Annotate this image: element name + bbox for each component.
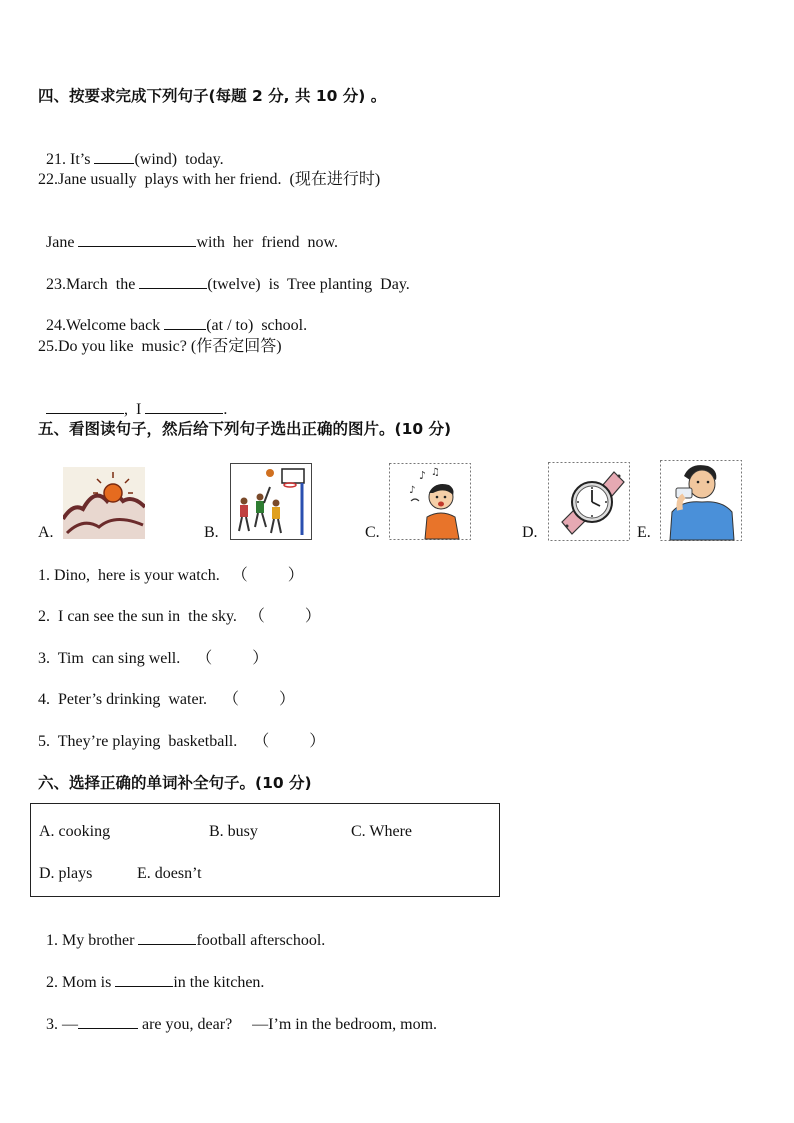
- picture-label-a: A.: [38, 524, 54, 541]
- section-4-heading: 四、按要求完成下列句子(每题 2 分, 共 10 分) 。: [38, 87, 387, 105]
- answer-blank[interactable]: [139, 274, 207, 289]
- question-22: 22.Jane usually plays with her friend. (现在进行时): [38, 171, 381, 188]
- fq3-prefix: 3. —: [46, 1016, 78, 1033]
- question-25-answer-line: [38, 379, 227, 420]
- q21-prefix: 21. It’s: [46, 151, 95, 168]
- boy-singing-image: [389, 463, 471, 540]
- man-drinking-water-image: [660, 460, 742, 541]
- svg-text:♪: ♪: [409, 485, 416, 496]
- answer-blank[interactable]: [46, 399, 124, 414]
- match-item-5: 5. They’re playing basketball. （ ）: [38, 733, 326, 750]
- q25b-suffix: .: [223, 401, 228, 418]
- q23-suffix: (twelve) is Tree planting Day.: [207, 276, 410, 293]
- match-item-2: 2. I can see the sun in the sky. （ ）: [38, 608, 321, 625]
- word-option-a: A. cooking: [39, 823, 111, 840]
- answer-blank[interactable]: [78, 232, 196, 247]
- answer-blank[interactable]: [164, 315, 206, 330]
- wrist-watch-image: [548, 462, 630, 541]
- fill-question-2: [38, 952, 264, 993]
- answer-blank[interactable]: [138, 930, 196, 945]
- picture-label-b: B.: [204, 524, 219, 541]
- q24-prefix: 24.Welcome back: [46, 317, 165, 334]
- word-option-c: C. Where: [351, 823, 413, 840]
- word-option-d: D. plays: [39, 865, 93, 882]
- svg-text:♫: ♫: [431, 467, 440, 478]
- fq2-suffix: in the kitchen.: [173, 974, 265, 991]
- fq1-prefix: 1. My brother: [46, 932, 139, 949]
- match-item-4: 4. Peter’s drinking water. （ ）: [38, 691, 296, 708]
- question-24: [38, 295, 307, 336]
- answer-blank[interactable]: [115, 972, 173, 987]
- fq1-suffix: football afterschool.: [196, 932, 326, 949]
- word-option-e: E. doesn’t: [137, 865, 202, 882]
- answer-blank[interactable]: [94, 149, 134, 164]
- q22b-prefix: Jane: [46, 234, 79, 251]
- answer-blank[interactable]: [78, 1014, 138, 1029]
- question-25: 25.Do you like music? (作否定回答): [38, 338, 282, 355]
- fill-question-1: [38, 910, 325, 951]
- fq3-suffix: are you, dear? —I’m in the bedroom, mom.: [138, 1016, 438, 1033]
- q23-prefix: 23.March the: [46, 276, 140, 293]
- picture-label-c: C.: [365, 524, 380, 541]
- word-bank-box: [30, 803, 500, 897]
- question-23: [38, 254, 410, 295]
- q22b-suffix: with her friend now.: [196, 234, 339, 251]
- question-22-answer-line: [38, 212, 338, 253]
- picture-label-d: D.: [522, 524, 538, 541]
- answer-blank[interactable]: [145, 399, 223, 414]
- word-option-b: B. busy: [209, 823, 258, 840]
- picture-label-e: E.: [637, 524, 651, 541]
- svg-text:♪: ♪: [419, 469, 427, 482]
- match-item-3: 3. Tim can sing well. （ ）: [38, 650, 269, 667]
- section-6-heading: 六、选择正确的单词补全句子。(10 分): [38, 774, 312, 792]
- q21-suffix: (wind) today.: [134, 151, 224, 168]
- q25b-mid: , I: [124, 401, 146, 418]
- match-item-1: 1. Dino, here is your watch. （ ）: [38, 567, 304, 584]
- fq2-prefix: 2. Mom is: [46, 974, 116, 991]
- q24-suffix: (at / to) school.: [206, 317, 308, 334]
- section-5-heading: 五、看图读句子，然后给下列句子选出正确的图片。(10 分): [38, 420, 452, 438]
- question-21: [38, 129, 224, 170]
- basketball-image: [230, 463, 312, 540]
- sun-over-hills-image: [63, 467, 145, 539]
- fill-question-3: [38, 994, 437, 1035]
